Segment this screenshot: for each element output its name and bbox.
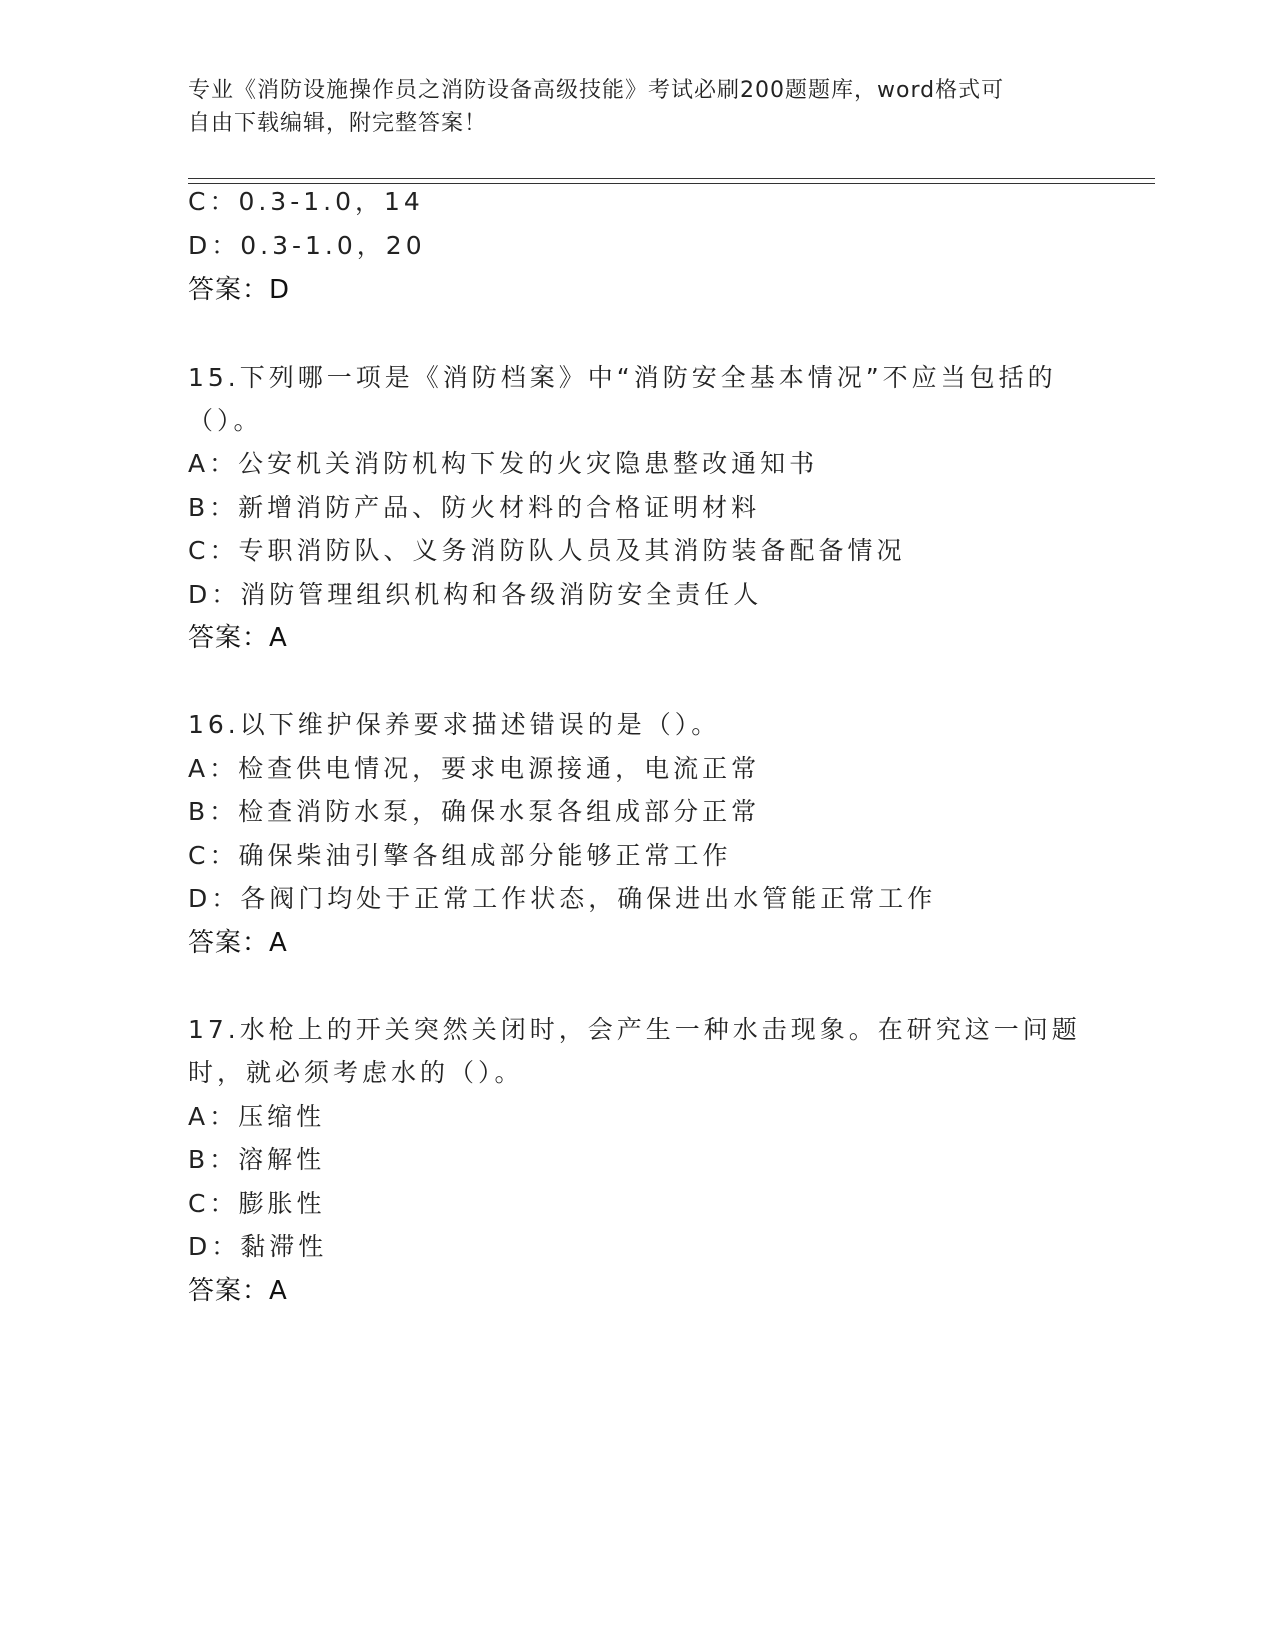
prev-question-answer: 答案：D	[188, 275, 291, 305]
q15-option-b: B：新增消防产品、防火材料的合格证明材料	[188, 493, 761, 522]
q15-option-a: A：公安机关消防机构下发的火灾隐患整改通知书	[188, 449, 819, 478]
q16-option-c: C：确保柴油引擎各组成部分能够正常工作	[188, 841, 732, 870]
q16-option-a: A：检查供电情况，要求电源接通，电流正常	[188, 754, 761, 783]
header-title-line-2: 自由下载编辑，附完整答案！	[188, 111, 488, 136]
q17-answer: 答案：A	[188, 1276, 288, 1306]
q15-option-d: D：消防管理组织机构和各级消防安全责任人	[188, 580, 763, 609]
q16-stem-line-1: 16.以下维护保养要求描述错误的是（）。	[188, 710, 721, 739]
q15-stem-line-2: （）。	[188, 406, 263, 435]
q15-stem-line-1: 15.下列哪一项是《消防档案》中“消防安全基本情况”不应当包括的	[188, 363, 1057, 392]
prev-question-option-c: C：0.3-1.0，14	[188, 187, 424, 216]
q17-option-d: D：黏滞性	[188, 1232, 328, 1261]
q16-option-d: D：各阀门均处于正常工作状态，确保进出水管能正常工作	[188, 884, 937, 913]
header-divider-top	[188, 178, 1155, 179]
q16-answer: 答案：A	[188, 928, 288, 958]
q17-option-b: B：溶解性	[188, 1145, 326, 1174]
header-divider-bottom	[188, 183, 1155, 184]
q17-stem-line-2: 时，就必须考虑水的（）。	[188, 1058, 524, 1087]
q17-option-a: A：压缩性	[188, 1102, 326, 1131]
q16-option-b: B：检查消防水泵，确保水泵各组成部分正常	[188, 797, 761, 826]
q15-option-c: C：专职消防队、义务消防队人员及其消防装备配备情况	[188, 536, 906, 565]
prev-question-option-d: D：0.3-1.0，20	[188, 231, 426, 260]
q17-stem-line-1: 17.水枪上的开关突然关闭时，会产生一种水击现象。在研究这一问题	[188, 1015, 1081, 1044]
q17-option-c: C：膨胀性	[188, 1189, 326, 1218]
page-header	[188, 74, 1088, 140]
q15-answer: 答案：A	[188, 623, 288, 653]
header-title-line-1: 专业《消防设施操作员之消防设备高级技能》考试必刷200题题库，word格式可	[188, 78, 1005, 103]
